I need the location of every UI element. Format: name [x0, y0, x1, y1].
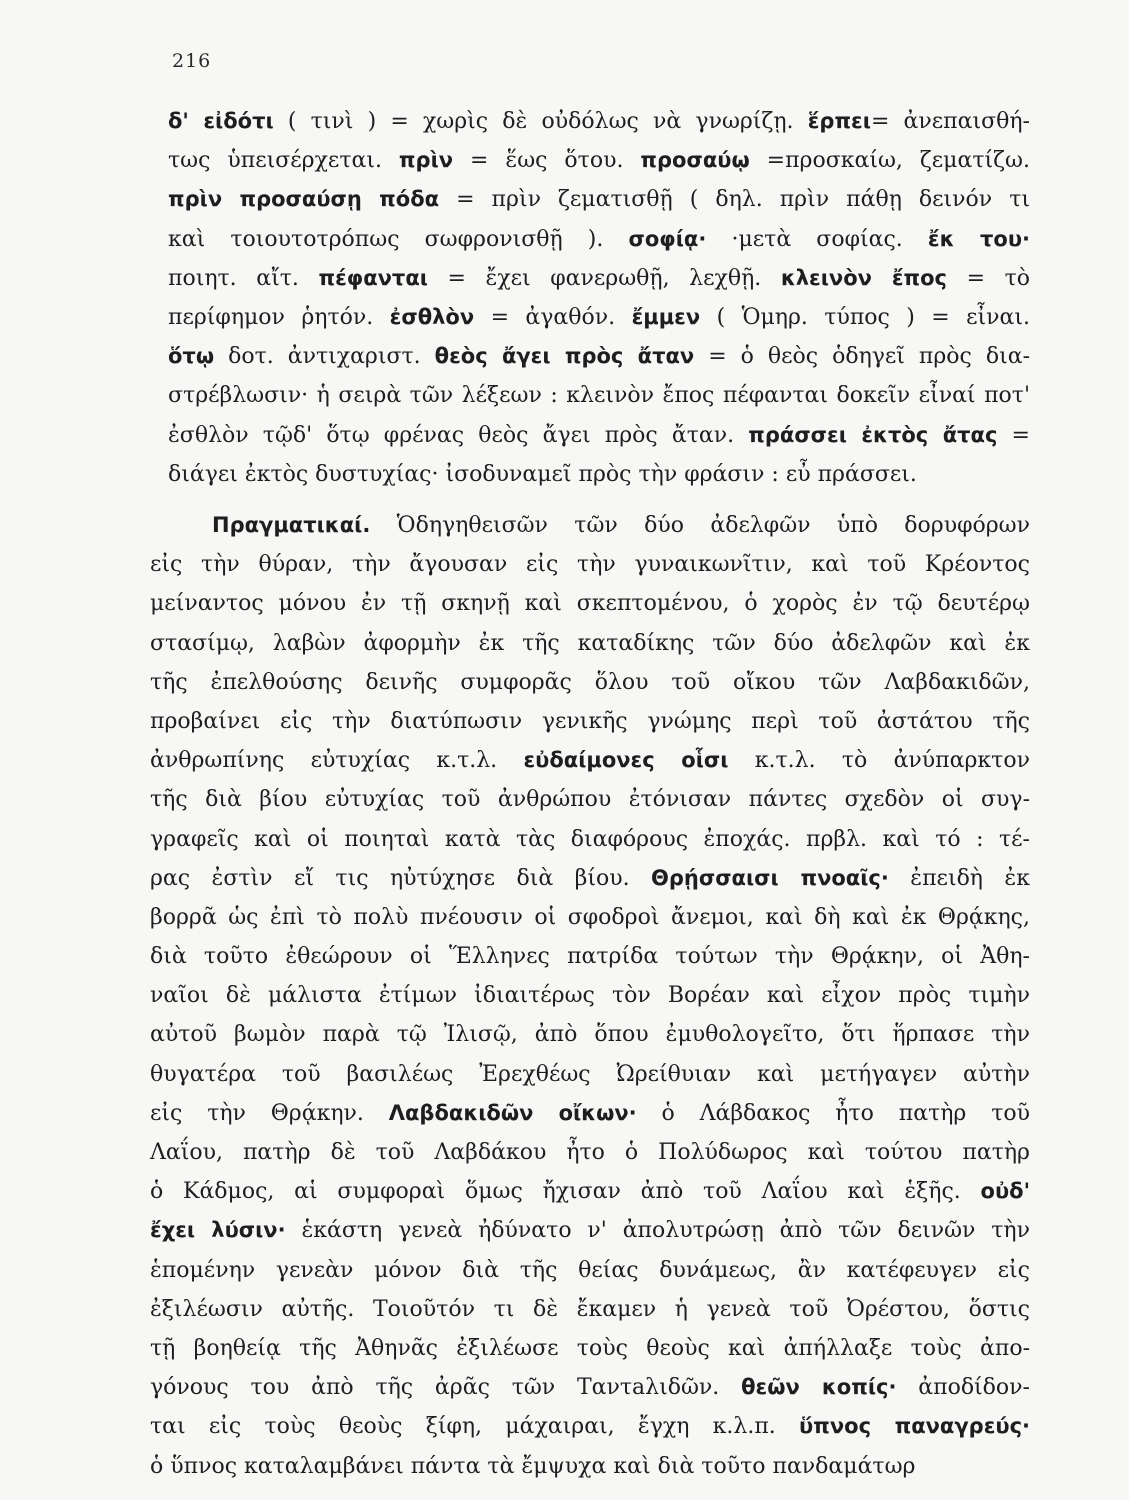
- text-segment: =προσκαίω, ζεματίζω.: [749, 148, 1030, 174]
- lemma-term: εὐδαίμονες οἷσι: [523, 748, 729, 773]
- text-segment: τῆς διὰ βίου εὐτυχίας τοῦ ἀνθρώπου ἐτόνισαν πάντες σχεδὸν οἱ συγ-: [150, 787, 1030, 813]
- text-segment: εἰς τὴν θύραν, τὴν ἄγουσαν εἰς τὴν γυναικωνῖτιν, καὶ τοῦ Κρέοντος: [150, 552, 1030, 578]
- text-segment: ναῖοι δὲ μάλιστα ἐτίμων ἰδιαιτέρως τὸν Βορέαν καὶ εἶχον πρὸς τιμὴν: [150, 983, 1030, 1009]
- text-segment: = ἔχει φανερωθῇ, λεχθῇ.: [427, 265, 781, 291]
- text-line: [150, 976, 1030, 1015]
- text-line: [150, 1447, 1030, 1486]
- text-segment: = ὁ θεὸς ὁδηγεῖ πρὸς δια-: [694, 344, 1031, 370]
- text-segment: αὐτοῦ βωμὸν παρὰ τῷ Ἰλισῷ, ἀπὸ ὅπου ἐμυθολογεῖτο, ὅτι ἥρπασε τὴν: [150, 1022, 1030, 1048]
- lemma-term: ἕρπει: [807, 109, 871, 133]
- text-segment: =: [997, 422, 1030, 448]
- text-line: [150, 1133, 1030, 1172]
- lemma-term: πέφανται: [318, 265, 428, 290]
- lemma-term: θεὸς ἄγει πρὸς ἄταν: [434, 344, 695, 369]
- text-segment: προβαίνει εἰς τὴν διατύπωσιν γενικῆς γνώμης περὶ τοῦ ἀστάτου τῆς: [150, 708, 1030, 734]
- text-segment: δοτ. ἀντιχαριστ.: [214, 344, 435, 370]
- text-line: [150, 624, 1030, 663]
- lemma-term: ἔμμεν: [631, 304, 701, 329]
- text-segment: ἐσθλὸν τῷδ' ὅτῳ φρένας θεὸς ἄγει πρὸς ἄταν.: [168, 422, 749, 448]
- text-segment: ἐπειδὴ ἐκ: [888, 865, 1030, 891]
- lemma-term: πρὶν προσαύσῃ πόδα: [168, 187, 440, 212]
- text-segment: θυγατέρα τοῦ βασιλέως Ἐρεχθέως Ὠρείθυιαν καὶ μετήγαγεν αὐτὴν: [150, 1061, 1030, 1087]
- lemma-term: πράσσει ἐκτὸς ἄτας: [748, 422, 998, 447]
- text-segment: διάγει ἐκτὸς δυστυχίας· ἰσοδυναμεῖ πρὸς τὴν φράσιν : εὖ πράσσει.: [168, 461, 917, 487]
- text-segment: ἀνθρωπίνης εὐτυχίας κ.τ.λ.: [150, 748, 524, 774]
- text-line: [150, 337, 1030, 376]
- text-segment: ὁ Λάβδακος ἦτο πατὴρ τοῦ: [636, 1100, 1030, 1126]
- text-line: [150, 180, 1030, 219]
- text-segment: ρας ἐστὶν εἴ τις ηὐτύχησε διὰ βίου.: [150, 865, 652, 891]
- text-line: [150, 663, 1030, 702]
- lemma-term: κλεινὸν ἔπος: [780, 265, 947, 290]
- text-line: [150, 141, 1030, 180]
- text-segment: στρέβλωσιν· ἡ σειρὰ τῶν λέξεων : κλεινὸν ἔπος πέφανται δοκεῖν εἶναί ποτ': [168, 383, 1030, 409]
- text-line: [150, 1094, 1030, 1133]
- text-segment: κ.τ.λ. τὸ ἀνύπαρκτον: [728, 748, 1030, 774]
- lemma-term: Πραγματικαί.: [212, 513, 371, 537]
- text-line: [150, 506, 1030, 545]
- text-line: [150, 1290, 1030, 1329]
- lemma-term: δ' εἰδότι: [168, 109, 274, 133]
- text-line: [150, 1211, 1030, 1250]
- lemma-term: ὅτῳ: [168, 344, 215, 369]
- lemma-term: Θρῄσσαισι πνοαῖς·: [651, 865, 889, 890]
- text-segment: περίφημον ῥητόν.: [168, 304, 390, 330]
- text-line: [150, 102, 1030, 141]
- text-segment: = πρὶν ζεματισθῇ ( δηλ. πρὶν πάθῃ δεινόν τι: [439, 187, 1030, 213]
- text-line: [150, 1329, 1030, 1368]
- lemma-term: Λαβδακιδῶν οἴκων·: [388, 1100, 637, 1125]
- text-segment: = ἕως ὅτου.: [453, 148, 641, 174]
- text-line: [150, 545, 1030, 584]
- lemma-term: ὕπνος παναγρεύς·: [799, 1414, 1030, 1439]
- text-segment: ὁ Κάδμος, αἱ συμφοραὶ ὅμως ἤχισαν ἀπὸ τοῦ Λαΐου καὶ ἑξῆς.: [150, 1179, 981, 1205]
- text-segment: διὰ τοῦτο ἐθεώρουν οἱ Ἕλληνες πατρίδα τούτων τὴν Θρᾴκην, οἱ Ἀθη-: [150, 944, 1030, 970]
- text-line: [150, 584, 1030, 623]
- text-segment: = ἀνεπαισθή-: [870, 109, 1030, 134]
- lemma-term: πρὶν: [398, 148, 454, 173]
- text-line: [150, 259, 1030, 298]
- text-line: [150, 1368, 1030, 1407]
- text-line: [150, 416, 1030, 455]
- text-line: [150, 1251, 1030, 1290]
- text-line: [150, 937, 1030, 976]
- text-segment: στασίμῳ, λαβὼν ἀφορμὴν ἐκ τῆς καταδίκης τῶν δύο ἀδελφῶν καὶ ἐκ: [150, 630, 1030, 656]
- text-segment: βορρᾶ ὡς ἐπὶ τὸ πολὺ πνέουσιν οἱ σφοδροὶ ἄνεμοι, καὶ δὴ καὶ ἐκ Θρᾴκης,: [150, 904, 1030, 930]
- text-segment: τως ὑπεισέρχεται.: [168, 148, 399, 174]
- text-segment: τῇ βοηθείᾳ τῆς Ἀθηνᾶς ἐξιλέωσε τοὺς θεοὺς καὶ ἀπήλλαξε τοὺς ἀπο-: [150, 1335, 1030, 1361]
- text-segment: ποιητ. αἴτ.: [168, 265, 319, 291]
- text-line: [150, 1055, 1030, 1094]
- text-segment: Λαΐου, πατὴρ δὲ τοῦ Λαβδάκου ἦτο ὁ Πολύδωρος καὶ τούτου πατὴρ: [150, 1140, 1030, 1165]
- text-line: [150, 376, 1030, 415]
- text-segment: ἀποδίδον-: [896, 1375, 1030, 1401]
- text-line: [150, 455, 1030, 494]
- text-segment: ( τινὶ ) = χωρὶς δὲ οὐδόλως νὰ γνωρίζῃ.: [273, 109, 808, 134]
- text-segment: = ἀγαθόν.: [474, 304, 632, 330]
- text-line: [150, 702, 1030, 741]
- lemma-term: ἐσθλὸν: [389, 304, 475, 329]
- lemma-term: ἔκ του·: [927, 226, 1030, 251]
- text-segment: ·μετὰ σοφίας.: [706, 226, 928, 252]
- text-segment: ται εἰς τοὺς θεοὺς ξίφη, μάχαιραι, ἔγχη κ.λ.π.: [150, 1414, 800, 1440]
- text-line: [150, 780, 1030, 819]
- text-segment: ( Ὁμηρ. τύπος ) = εἶναι.: [700, 304, 1030, 330]
- text-line: [150, 741, 1030, 780]
- pragmatikai-paragraph: [150, 506, 1030, 1486]
- text-segment: Ὁδηγηθεισῶν τῶν δύο ἀδελφῶν ὑπὸ δορυφόρων: [370, 513, 1030, 538]
- text-segment: γραφεῖς καὶ οἱ ποιηταὶ κατὰ τὰς διαφόρους ἐποχάς. πρβλ. καὶ τό : τέ-: [150, 826, 1030, 852]
- lemma-term: ἔχει λύσιν·: [150, 1218, 286, 1243]
- text-line: [150, 1407, 1030, 1446]
- lemma-term: οὐδ': [980, 1179, 1030, 1204]
- text-line: [150, 820, 1030, 859]
- text-line: [150, 220, 1030, 259]
- text-line: [150, 1172, 1030, 1211]
- text-line: [150, 298, 1030, 337]
- notes-paragraph: [150, 102, 1030, 494]
- text-segment: ἐξιλέωσιν αὐτῆς. Τοιοῦτόν τι δὲ ἔκαμεν ἡ γενεὰ τοῦ Ὀρέστου, ὅστις: [150, 1296, 1030, 1322]
- text-segment: τῆς ἐπελθούσης δεινῆς συμφορᾶς ὅλου τοῦ οἴκου τῶν Λαβδακιδῶν,: [150, 669, 1030, 695]
- text-line: [150, 1015, 1030, 1054]
- text-segment: = τὸ: [947, 265, 1030, 291]
- lemma-term: θεῶν κοπίς·: [741, 1375, 897, 1400]
- page-number: 216: [172, 50, 212, 72]
- lemma-term: προσαύῳ: [640, 148, 750, 173]
- text-line: [150, 859, 1030, 898]
- text-segment: μείναντος μόνου ἐν τῇ σκηνῇ καὶ σκεπτομένου, ὁ χορὸς ἐν τῷ δευτέρῳ: [150, 591, 1030, 617]
- text-segment: ὁ ὕπνος καταλαμβάνει πάντα τὰ ἔμψυχα καὶ διὰ τοῦτο πανδαμάτωρ: [150, 1453, 916, 1479]
- text-segment: γόνους του ἀπὸ τῆς ἀρᾶς τῶν Ταντaλιδῶν.: [150, 1375, 742, 1401]
- text-line: [150, 898, 1030, 937]
- lemma-term: σοφίᾳ·: [628, 226, 707, 251]
- text-segment: ἑκάστη γενεὰ ἠδύνατο ν' ἀπολυτρώσῃ ἀπὸ τῶν δεινῶν τὴν: [285, 1218, 1030, 1244]
- text-segment: καὶ τοιουτοτρόπως σωφρονισθῇ ).: [168, 226, 629, 252]
- text-segment: ἑπομένην γενεὰν μόνον διὰ τῆς θείας δυνάμεως, ἂν κατέφευγεν εἰς: [150, 1257, 1030, 1283]
- text-segment: εἰς τὴν Θρᾴκην.: [150, 1100, 389, 1126]
